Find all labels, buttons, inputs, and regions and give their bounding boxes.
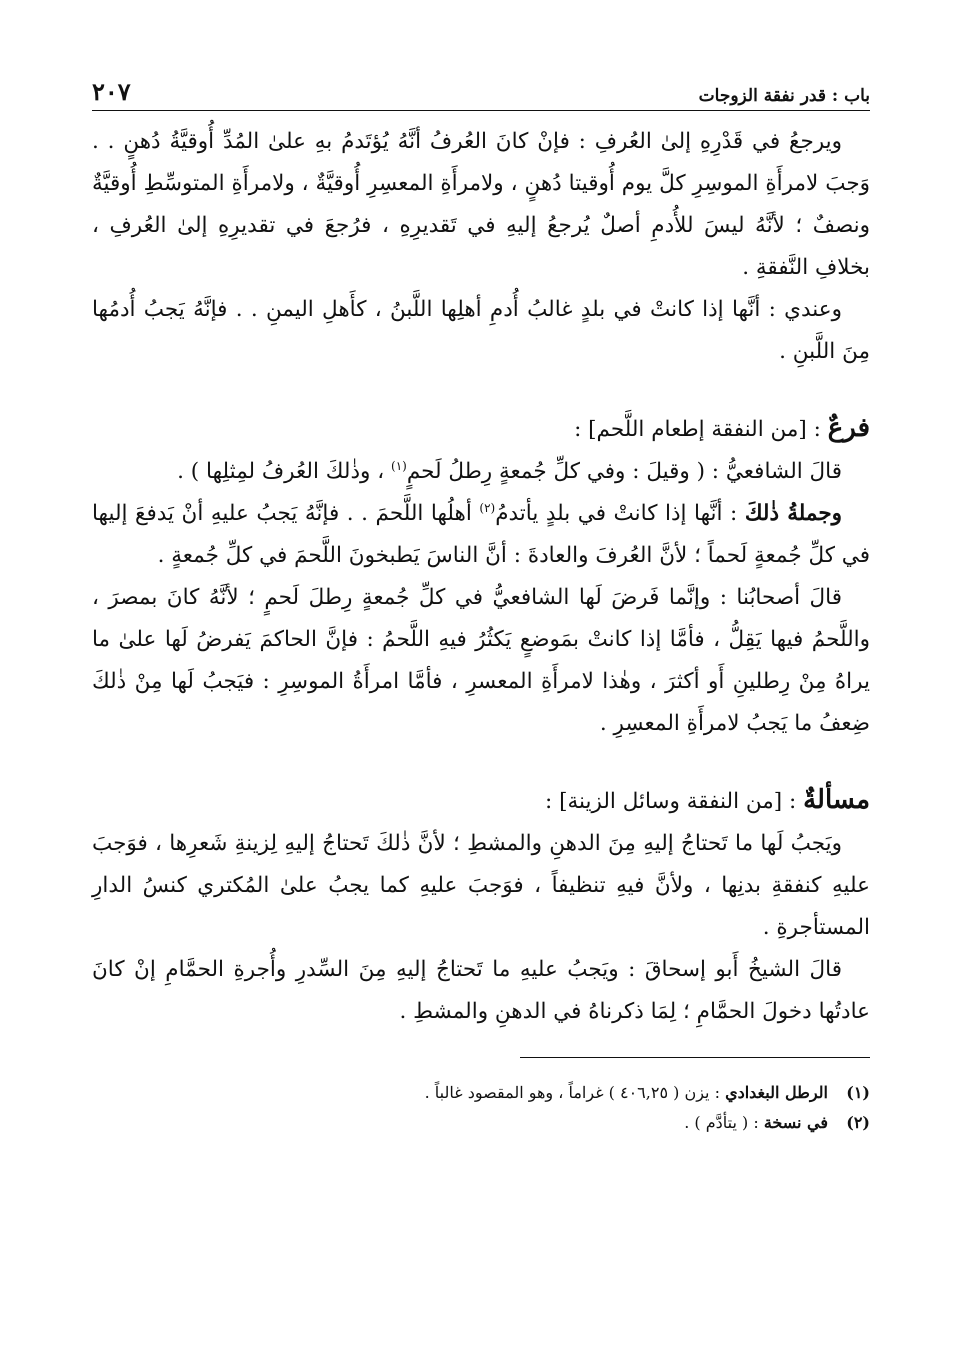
footnote-ref-1[interactable]: (١) [391,458,407,473]
footnote-number: (٢) [846,1113,870,1132]
footnote-ref-2[interactable]: (٢) [479,500,496,515]
paragraph-7: قالَ الشيخُ أَبو إسحاقَ : ويَجبُ عليهِ ما تَحتاجُ إليهِ مِنَ السِّدرِ وأُجرةِ الحمَّامِ إنْ كانَ عادتُها دخولَ الحمَّامِ ؛ لِمَا ذكرناهُ في الدهنِ والمشطِ . [92,957,870,1024]
paragraph-3-text-b: ، وذٰلكَ العُرفُ لمِثلِها ) . [177,459,392,484]
paragraph-6: ويَجبُ لَها ما تَحتاجُ إليهِ مِنَ الدهنِ والمشطِ ؛ لأنَّ ذٰلكَ تَحتاجُ إليهِ لِزينةِ شَعرِها ، فوَجبَ عليهِ كنفقةِ بدنِها ، ولأنَّ فيهِ تنظيفاً ، فوَجبَ عليهِ كما يجبُ علىٰ المُكتري كنسُ الدارِ المستأجرةِ . [92,831,870,940]
footnote-divider [520,1057,870,1058]
paragraph-2: وعندي : أنَّها إذا كانتْ في بلدٍ غالبُ أُدمِ أهلِها اللَّبنُ ، كأَهلِ اليمنِ . . فإنَّهُ يَجبُ أُدمُها مِنَ اللَّبنِ . [92,297,870,364]
footnote-text: : ( يتأدَّم ) . [684,1113,764,1132]
footnote-2 [92,1108,870,1138]
paragraph-4-lead: وجملةُ ذٰلكَ [744,501,843,526]
footnote-text: : يزن ( ٤٠٦,٢٥ ) غراماً ، وهو المقصود غالباً . [424,1083,726,1102]
paragraph-5: قالَ أصحابُنا : وإنَّما فَرضَ لَها الشافعيُّ في كلِّ جُمعةٍ رِطلَ لَحمٍ ؛ لأنَّهُ كانَ بمصرَ ، واللَّحمُ فيها يَقِلُّ ، فأمَّا إذا كانتْ بمَوضعٍ يَكثُرُ فيهِ اللَّحمُ : فإنَّ الحاكمَ يَفرضُ لَها علىٰ ما يراهُ مِنْ رِطلينِ أَو أكثرَ ، وهٰذا لامرأَةِ المعسرِ ، فأمَّا امرأَةُ الموسِرِ : فيَجبُ لَها مِنْ ذٰلكَ ضِعفُ ما يَجبُ لامرأَةِ المعسِرِ . [92,585,870,736]
footnote-term: الرطل البغدادي [725,1083,828,1102]
paragraph-4 [92,493,870,577]
page-number: ٢٠٧ [92,77,131,106]
heading-title: : [من النفقة وسائل الزينة] : [545,789,797,814]
running-header [92,72,870,111]
paragraph-4-text-a: : أنَّها إذا كانتْ في بلدٍ يأتدمُ [495,501,745,526]
section-heading-masala [92,779,870,823]
footnotes [92,1078,870,1138]
footnote-term: في نسخة [763,1113,828,1132]
paragraph-3-text-a: قالَ الشافعيُّ : ( وقيلَ : وفي كلِّ جُمعةٍ رِطلُ لَحمٍ [406,459,842,484]
heading-title: : [من النفقة إطعام اللَّحم] : [574,417,821,442]
section-heading-far [92,407,870,451]
book-page [92,72,870,1138]
footnote-1 [92,1078,870,1108]
paragraph-4-text-b: أهلُها اللَّحمَ . . فإنَّهُ يَجبُ عليهِ أنْ يَدفعَ إليها في كلِّ جُمعةٍ لَحماً ؛ لأنَّ العُرفَ والعادةَ : أنَّ الناسَ يَطبخونَ اللَّحمَ في كلِّ جُمعةٍ . [92,501,870,568]
footnote-number: (١) [846,1083,870,1102]
chapter-title: باب : قدر نفقة الزوجات [698,86,870,106]
paragraph-1: ويرجعُ في قَدْرِهِ إلىٰ العُرفِ : فإنْ كانَ العُرفُ أنَّهُ يُؤتَدمُ بهِ علىٰ المُدِّ أُوقيَّةُ دُهنٍ . . وَجبَ لامرأَةِ الموسِرِ كلَّ يوم أُوقيتا دُهنٍ ، ولامرأَةِ المعسِرِ أُوقيَّةٌ ، ولامرأَةِ المتوسِّطِ أُوقيَّةٌ ونصفٌ ؛ لأنَّهُ ليسَ للأُدمِ أصلٌ يُرجعُ إليهِ في تَقديرِهِ ، فرُجعَ في تقديرِهِ إلىٰ العُرفِ ، بخلافِ النَّفقةِ . [92,129,870,280]
paragraph-3 [92,451,870,493]
heading-keyword: فرعٌ [827,413,870,443]
heading-keyword: مسألةٌ [803,785,870,815]
